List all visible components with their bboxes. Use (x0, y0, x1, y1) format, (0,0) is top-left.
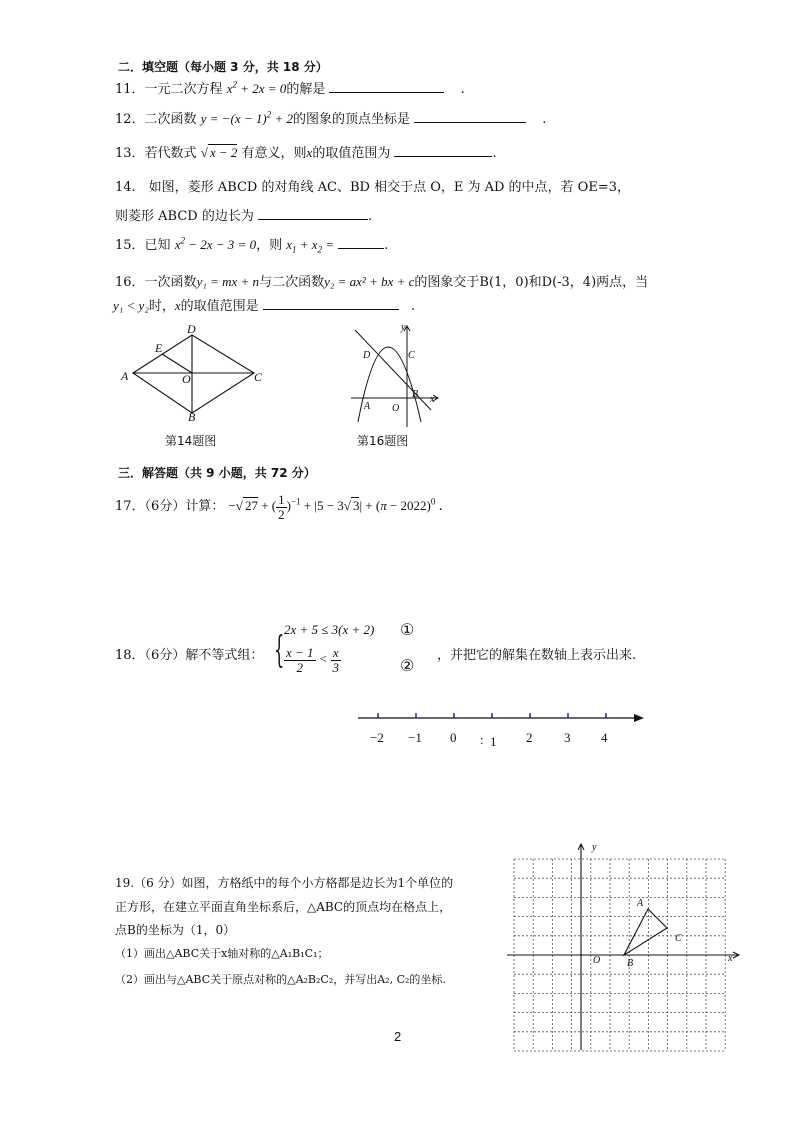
question-19-line2: 正方形，在建立平面直角坐标系后，△ABC的顶点均在格点上， (115, 900, 452, 914)
tick-label-neg1: −1 (408, 730, 422, 745)
question-14-line2: 则菱形 ABCD 的边长为 . (115, 209, 373, 224)
section-2-title: 二．填空题（每小题 3 分，共 18 分） (118, 60, 328, 74)
fig14-label-D: D (187, 322, 196, 336)
q18-inequality-2: $\frac{x - 1}{2}$ < $\frac{x}{3}$ (286, 645, 339, 675)
page-number: 2 (394, 1029, 402, 1044)
figure-16-graph (345, 322, 445, 432)
grid-label-C: C (675, 933, 682, 944)
fig14-label-A: A (121, 369, 129, 383)
fig16-label-B: B (412, 389, 419, 400)
question-17: 17．（6分）计算： −√ 27 + ( $\frac{1}{2}$ )$^{-1}$ + |5 − 3√ $3| + (\pi - 2022)^0$ . (115, 492, 443, 522)
tick-label-1: 1 (490, 734, 497, 749)
section-3-title: 三．解答题（共 9 小题，共 72 分） (118, 466, 316, 480)
tick-label-4: 4 (601, 730, 608, 745)
fig16-label-O: O (392, 403, 400, 414)
q19-coordinate-grid[interactable] (505, 840, 750, 1055)
question-14-line1: 14. 如图，菱形 ABCD 的对角线 AC、BD 相交于点 O，E 为 AD 的中点，若 OE=3， (115, 180, 630, 195)
q16-linear-function: y₁ = mx + n (196, 274, 260, 289)
tick-label-neg2: −2 (370, 730, 384, 745)
grid-label-O: O (593, 955, 601, 966)
tick-label-colon: : (480, 732, 484, 747)
fig16-label-A: A (364, 401, 371, 412)
question-19-part1: （1）画出△ABC关于x轴对称的△A₁B₁C₁； (115, 947, 329, 960)
figure-16-caption: 第16题图 (357, 434, 409, 448)
fig14-label-E: E (155, 341, 163, 355)
q15-sum: $x_1 + x_2$ = (286, 237, 335, 255)
grid-label-A: A (637, 898, 644, 909)
q15-equation: $x^2 - 2x - 3 = 0$ (174, 235, 257, 252)
q18-mark-2: ② (400, 656, 415, 675)
q17-expression: −√ 27 + ( $\frac{1}{2}$ )$^{-1}$ + |5 − 3√ $3| + (\pi - 2022)^0$ (228, 492, 436, 522)
question-13: 13．若代数式 √ x − 2 有意义，则x的取值范围为 . (115, 145, 497, 161)
tick-label-0: 0 (450, 730, 457, 745)
q11-equation: $x^2 + 2x = 0$ (226, 79, 287, 96)
question-16-line2: y₁ < y₂时，x的取值范围是 . (113, 298, 416, 314)
tick-label-2: 2 (526, 730, 533, 745)
fig16-label-y: y (401, 322, 406, 333)
question-11: 11．一元二次方程 $x^2 + 2x = 0$的解是 . (115, 79, 465, 97)
q16-answer-blank[interactable] (263, 297, 399, 310)
grid-label-x: x (728, 953, 733, 964)
q11-number: 11． (115, 82, 145, 97)
q12-answer-blank[interactable] (414, 110, 526, 123)
q16-quadratic-function: y₂ = ax² + bx + c (324, 274, 415, 289)
tick-label-3: 3 (564, 730, 571, 745)
q18-inequality-1: 2x + 5 ≤ 3(x + 2) (284, 622, 375, 637)
grid-label-B: B (627, 958, 634, 969)
question-12: 12．二次函数 $y = -(x - 1)^2 + 2$的图象的顶点坐标是 . (115, 109, 547, 127)
fig16-label-D: D (363, 350, 371, 361)
q18-mark-1: ① (400, 620, 415, 639)
figure-14-caption: 第14题图 (165, 434, 217, 448)
q15-answer-blank[interactable] (338, 236, 384, 249)
fig14-label-B: B (188, 410, 196, 424)
number-line[interactable] (358, 708, 648, 728)
fig16-label-x: x (430, 394, 435, 405)
fig14-label-C: C (254, 370, 263, 384)
q18-brace: { (274, 630, 285, 671)
grid-label-y: y (592, 842, 597, 853)
question-18-label: 18．（6分）解不等式组： (115, 648, 264, 663)
q13-answer-blank[interactable] (394, 144, 492, 157)
fig16-label-C: C (408, 350, 415, 361)
q12-equation: $y = -(x - 1)^2 + 2$ (200, 109, 293, 126)
question-19-line3: 点B的坐标为（1，0） (115, 923, 236, 937)
question-15: 15．已知 $x^2 - 2x - 3 = 0$，则 $x_1 + x_2$ = . (115, 235, 389, 255)
question-19-line1: 19.（6 分）如图，方格纸中的每个小方格都是边长为1个单位的 (115, 876, 454, 890)
q11-answer-blank[interactable] (329, 80, 444, 93)
fig14-label-O: O (182, 372, 191, 386)
q14-answer-blank[interactable] (258, 207, 368, 220)
q13-radical: √ x − 2 (200, 145, 238, 160)
q18-instruction: ，并把它的解集在数轴上表示出来. (437, 648, 637, 663)
question-16-line1: 16．一次函数y₁ = mx + n与二次函数y₂ = ax² + bx + c的图象交于B(1，0)和D(-3，4)两点，当 (115, 274, 649, 290)
question-19-part2: （2）画出与△ABC关于原点对称的△A₂B₂C₂，并写出A₂, C₂的坐标. (115, 973, 446, 986)
